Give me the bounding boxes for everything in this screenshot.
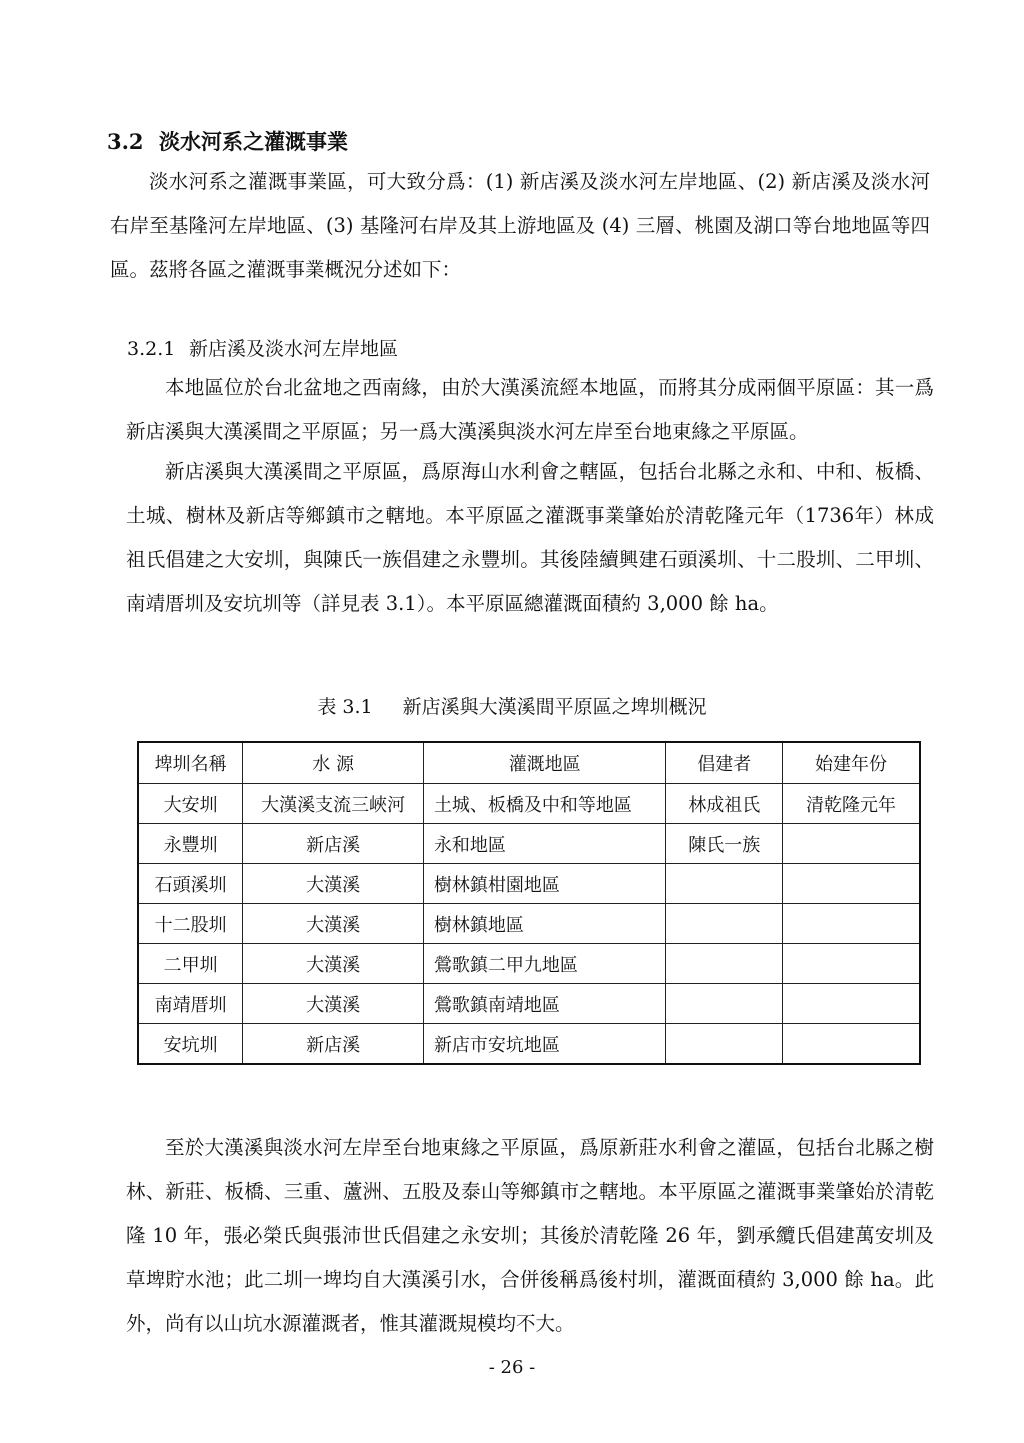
section-number: 3.2 xyxy=(107,129,144,154)
table-cell: 新店溪 xyxy=(243,1024,424,1065)
table-caption-label: 表 3.1 xyxy=(317,696,373,718)
table-row xyxy=(138,824,920,864)
table-cell xyxy=(666,984,783,1024)
table-cell xyxy=(782,944,920,984)
table-cell: 大漢溪 xyxy=(243,984,424,1024)
table-cell: 永和地區 xyxy=(423,824,666,864)
paragraph-region-overview: 本地區位於台北盆地之西南緣，由於大漢溪流經本地區，而將其分成兩個平原區：其一爲新店溪與大漢溪間之平原區；另一爲大漢溪與淡水河左岸至台地東緣之平原區。 xyxy=(126,376,934,443)
table-cell: 十二股圳 xyxy=(138,904,243,944)
column-header: 倡建者 xyxy=(666,742,783,784)
table-caption-title: 新店溪與大漢溪間平原區之埤圳概況 xyxy=(402,696,707,718)
table-cell: 新店市安坑地區 xyxy=(423,1024,666,1065)
column-header: 水 源 xyxy=(243,742,424,784)
table-row xyxy=(138,904,920,944)
table-cell xyxy=(666,904,783,944)
table-row xyxy=(138,864,920,904)
table-row xyxy=(138,1024,920,1065)
table-cell: 新店溪 xyxy=(243,824,424,864)
table-cell xyxy=(666,944,783,984)
table-cell: 樹林鎮地區 xyxy=(423,904,666,944)
column-header: 埤圳名稱 xyxy=(138,742,243,784)
paragraph-xinzhuang-plain: 至於大漢溪與淡水河左岸至台地東緣之平原區，爲原新莊水利會之灌區，包括台北縣之樹林、新莊、板橋、三重、蘆洲、五股及泰山等鄉鎮市之轄地。本平原區之灌溉事業肇始於清乾隆 10 年，張必榮氏與張沛世氏倡建之永安圳；其後於清乾隆 26 年，劉承纜氏倡建萬安圳及草埤貯水池；此二圳一埤均自大漢溪引水，合併後稱爲後村圳，灌溉面積約 3,000 餘 ha。此外，尚有以山坑水源灌溉者，惟其灌溉規模均不大。 xyxy=(126,1136,934,1335)
table-cell xyxy=(782,1024,920,1065)
table-cell: 大漢溪 xyxy=(243,904,424,944)
table-caption xyxy=(0,692,1024,719)
irrigation-table xyxy=(137,741,921,1065)
table-cell: 大安圳 xyxy=(138,784,243,824)
section-title: 淡水河系之灌溉事業 xyxy=(159,129,348,154)
page-number: - 26 - xyxy=(488,1357,536,1378)
table-row xyxy=(138,784,920,824)
table-cell: 鶯歌鎮南靖地區 xyxy=(423,984,666,1024)
table-cell: 樹林鎮柑園地區 xyxy=(423,864,666,904)
table-cell xyxy=(782,904,920,944)
table-cell xyxy=(782,984,920,1024)
table-cell: 永豐圳 xyxy=(138,824,243,864)
table-cell xyxy=(782,824,920,864)
table-row xyxy=(138,944,920,984)
table-cell: 土城、板橋及中和等地區 xyxy=(423,784,666,824)
table-cell: 南靖厝圳 xyxy=(138,984,243,1024)
table-row xyxy=(138,984,920,1024)
table-cell: 陳氏一族 xyxy=(666,824,783,864)
table-cell: 大漢溪 xyxy=(243,864,424,904)
table-cell xyxy=(666,864,783,904)
table-cell xyxy=(782,864,920,904)
column-header: 灌溉地區 xyxy=(423,742,666,784)
table-cell: 鶯歌鎮二甲九地區 xyxy=(423,944,666,984)
paragraph-haishan-plain: 新店溪與大漢溪間之平原區，爲原海山水利會之轄區，包括台北縣之永和、中和、板橋、土城、樹林及新店等鄉鎮市之轄地。本平原區之灌溉事業肇始於清乾隆元年（1736年）林成祖氏倡建之大安圳，與陳氏一族倡建之永豐圳。其後陸續興建石頭溪圳、十二股圳、二甲圳、南靖厝圳及安坑圳等（詳見表 3.1）。本平原區總灌溉面積約 3,000 餘 ha。 xyxy=(126,460,934,615)
table-header-row xyxy=(138,742,920,784)
table-cell xyxy=(666,1024,783,1065)
column-header: 始建年份 xyxy=(782,742,920,784)
subsection-title: 新店溪及淡水河左岸地區 xyxy=(189,338,399,360)
subsection-number: 3.2.1 xyxy=(127,338,176,360)
table-cell: 石頭溪圳 xyxy=(138,864,243,904)
subsection-heading xyxy=(127,334,398,361)
section-heading xyxy=(107,126,348,156)
table-cell: 安坑圳 xyxy=(138,1024,243,1065)
table-cell: 清乾隆元年 xyxy=(782,784,920,824)
table-cell: 大漢溪支流三峽河 xyxy=(243,784,424,824)
table-cell: 大漢溪 xyxy=(243,944,424,984)
intro-paragraph: 淡水河系之灌溉事業區，可大致分爲：(1) 新店溪及淡水河左岸地區、(2) 新店溪及淡水河右岸至基隆河左岸地區、(3) 基隆河右岸及其上游地區及 (4) 三層、桃園及湖口等台地地區等四區。茲將各區之灌溉事業概況分述如下： xyxy=(110,170,930,281)
table-cell: 林成祖氏 xyxy=(666,784,783,824)
table-cell: 二甲圳 xyxy=(138,944,243,984)
